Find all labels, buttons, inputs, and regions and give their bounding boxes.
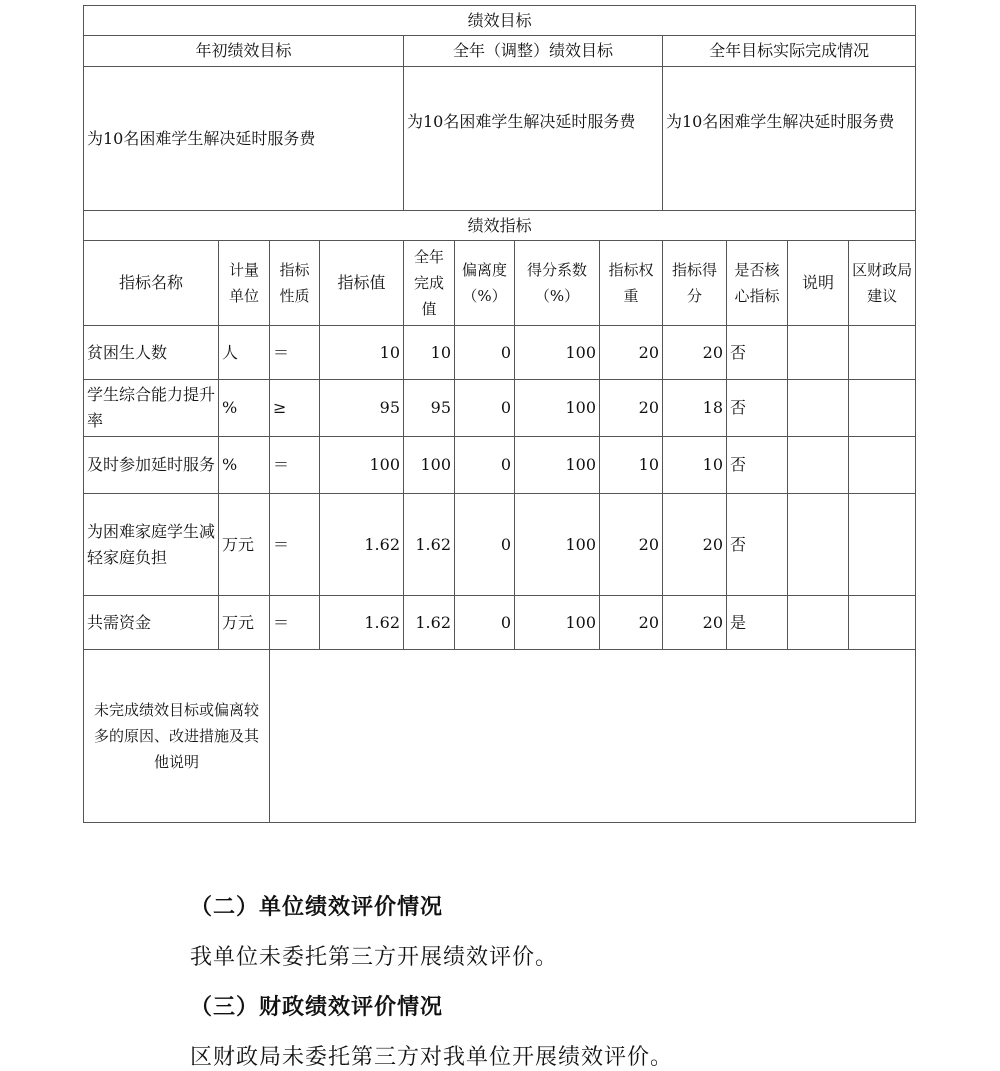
cell-unit: 人	[219, 326, 270, 380]
cell-note	[788, 437, 849, 494]
cell-unit: 万元	[219, 494, 270, 596]
heading-finance-evaluation: （三）财政绩效评价情况	[190, 994, 444, 1020]
cell-unit: %	[219, 437, 270, 494]
remark-value	[270, 650, 916, 823]
header-core: 是否核心指标	[727, 241, 788, 326]
header-actual: 全年完成值	[404, 241, 455, 326]
cell-note	[788, 596, 849, 650]
goal-value-initial: 为10名困难学生解决延时服务费	[84, 67, 404, 211]
paragraph-finance-evaluation: 区财政局未委托第三方对我单位开展绩效评价。	[190, 1045, 674, 1070]
cell-nature: ＝	[270, 326, 320, 380]
cell-core: 否	[727, 380, 788, 437]
cell-weight: 20	[600, 380, 663, 437]
cell-note	[788, 326, 849, 380]
header-indicator-name: 指标名称	[84, 241, 219, 326]
header-nature: 指标性质	[270, 241, 320, 326]
goal-value-actual: 为10名困难学生解决延时服务费	[663, 67, 916, 211]
cell-advice	[849, 437, 916, 494]
cell-deviation: 0	[455, 326, 515, 380]
cell-core: 否	[727, 494, 788, 596]
cell-target: 1.62	[320, 494, 404, 596]
cell-name: 共需资金	[84, 596, 219, 650]
cell-actual: 95	[404, 380, 455, 437]
cell-name: 贫困生人数	[84, 326, 219, 380]
cell-core: 否	[727, 437, 788, 494]
cell-advice	[849, 326, 916, 380]
cell-weight: 20	[600, 596, 663, 650]
cell-advice	[849, 494, 916, 596]
cell-note	[788, 494, 849, 596]
cell-weight: 20	[600, 494, 663, 596]
cell-score: 20	[663, 494, 727, 596]
cell-score: 20	[663, 596, 727, 650]
heading-unit-evaluation: （二）单位绩效评价情况	[190, 894, 444, 920]
table-row	[84, 326, 916, 380]
table-row	[84, 596, 916, 650]
cell-unit: 万元	[219, 596, 270, 650]
goal-header-adjusted: 全年（调整）绩效目标	[404, 36, 663, 67]
cell-unit: %	[219, 380, 270, 437]
header-advice: 区财政局建议	[849, 241, 916, 326]
cell-deviation: 0	[455, 437, 515, 494]
goal-header-initial: 年初绩效目标	[84, 36, 404, 67]
table-row	[84, 437, 916, 494]
paragraph-unit-evaluation: 我单位未委托第三方开展绩效评价。	[190, 945, 559, 970]
table-row	[84, 380, 916, 437]
header-coef: 得分系数（%）	[515, 241, 600, 326]
cell-target: 10	[320, 326, 404, 380]
table-row	[84, 494, 916, 596]
cell-actual: 1.62	[404, 596, 455, 650]
remark-label: 未完成绩效目标或偏离较多的原因、改进措施及其他说明	[84, 650, 270, 823]
cell-nature: ＝	[270, 596, 320, 650]
performance-table	[83, 5, 916, 823]
cell-target: 1.62	[320, 596, 404, 650]
header-target: 指标值	[320, 241, 404, 326]
cell-score: 10	[663, 437, 727, 494]
cell-coef: 100	[515, 494, 600, 596]
cell-actual: 1.62	[404, 494, 455, 596]
cell-coef: 100	[515, 326, 600, 380]
cell-nature: ＝	[270, 437, 320, 494]
cell-deviation: 0	[455, 596, 515, 650]
cell-actual: 100	[404, 437, 455, 494]
cell-score: 20	[663, 326, 727, 380]
cell-deviation: 0	[455, 380, 515, 437]
section-goal-title: 绩效目标	[84, 6, 916, 36]
goal-value-adjusted: 为10名困难学生解决延时服务费	[404, 67, 663, 211]
cell-note	[788, 380, 849, 437]
cell-target: 100	[320, 437, 404, 494]
cell-nature: ≥	[270, 380, 320, 437]
cell-target: 95	[320, 380, 404, 437]
cell-advice	[849, 596, 916, 650]
header-note: 说明	[788, 241, 849, 326]
cell-core: 否	[727, 326, 788, 380]
cell-coef: 100	[515, 437, 600, 494]
cell-advice	[849, 380, 916, 437]
cell-weight: 20	[600, 326, 663, 380]
cell-coef: 100	[515, 380, 600, 437]
header-deviation: 偏离度（%）	[455, 241, 515, 326]
goal-header-actual: 全年目标实际完成情况	[663, 36, 916, 67]
header-unit: 计量单位	[219, 241, 270, 326]
cell-nature: ＝	[270, 494, 320, 596]
header-weight: 指标权重	[600, 241, 663, 326]
cell-actual: 10	[404, 326, 455, 380]
cell-deviation: 0	[455, 494, 515, 596]
cell-score: 18	[663, 380, 727, 437]
cell-name: 为困难家庭学生减轻家庭负担	[84, 494, 219, 596]
cell-weight: 10	[600, 437, 663, 494]
cell-coef: 100	[515, 596, 600, 650]
header-score: 指标得分	[663, 241, 727, 326]
section-indicator-title: 绩效指标	[84, 211, 916, 241]
cell-name: 及时参加延时服务	[84, 437, 219, 494]
cell-name: 学生综合能力提升率	[84, 380, 219, 437]
cell-core: 是	[727, 596, 788, 650]
